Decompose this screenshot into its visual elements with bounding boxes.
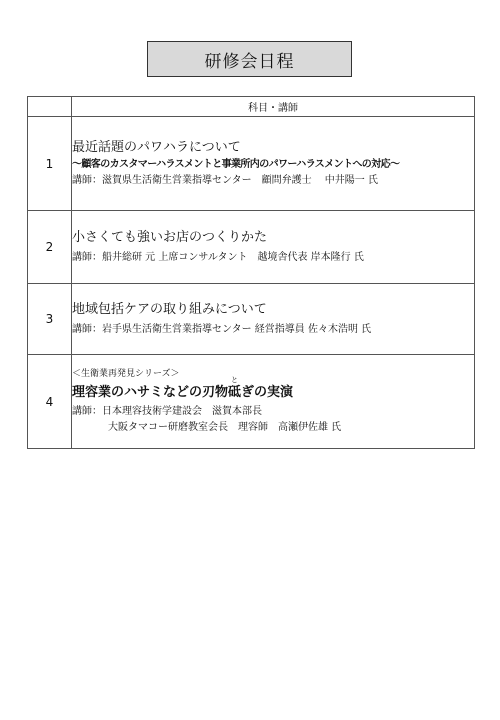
furigana: と (231, 375, 239, 384)
row-number: 4 (28, 355, 72, 449)
row-content (72, 284, 475, 355)
topic-title (72, 375, 474, 402)
topic-subtitle: ～顧客のカスタマーハラスメントと事業所内のパワーハラスメントへの対応～ (72, 158, 400, 170)
lecturer-line: 講師：船井総研 元 上席コンサルタント 越境舎代表 岸本隆行 氏 (72, 251, 364, 263)
row-content (72, 355, 475, 449)
topic-text-before: 理容業のハサミなどの刃物 (72, 384, 229, 400)
table-row (28, 211, 475, 284)
topic-text-after: ぎの実演 (241, 384, 294, 400)
row-content (72, 211, 475, 284)
ruby-base: 砥 (228, 384, 242, 400)
table-header-row (28, 97, 475, 117)
schedule-table (27, 96, 475, 449)
row-number: 1 (28, 117, 72, 211)
series-label: ＜生衛業再発見シリーズ＞ (72, 368, 180, 379)
topic-title: 小さくても強いお店のつくりかた (72, 229, 268, 245)
row-number: 3 (28, 284, 72, 355)
row-number: 2 (28, 211, 72, 284)
subject-lecturer-header: 科目・講師 (72, 97, 475, 117)
ruby-kanji (228, 375, 242, 402)
schedule-title: 研修会日程 (147, 41, 352, 77)
lecturer-line: 講師：日本理容技術学建設会 滋賀本部長 (72, 405, 262, 417)
table-row (28, 284, 475, 355)
lecturer-line: 講師：岩手県生活衛生営業指導センター 経営指導員 佐々木浩明 氏 (72, 323, 372, 335)
table-row (28, 117, 475, 211)
lecturer-line: 講師：滋賀県生活衛生営業指導センター 顧問弁護士 中井陽一 氏 (72, 174, 378, 186)
table-row (28, 355, 475, 449)
topic-title: 最近話題のパワハラについて (72, 139, 241, 155)
row-content (72, 117, 475, 211)
topic-title: 地域包括ケアの取り組みについて (72, 301, 267, 317)
lecturer-line-continued: 大阪タマコー研磨教室会長 理容師 高瀬伊佐雄 氏 (108, 421, 342, 433)
number-header-cell (28, 97, 72, 117)
